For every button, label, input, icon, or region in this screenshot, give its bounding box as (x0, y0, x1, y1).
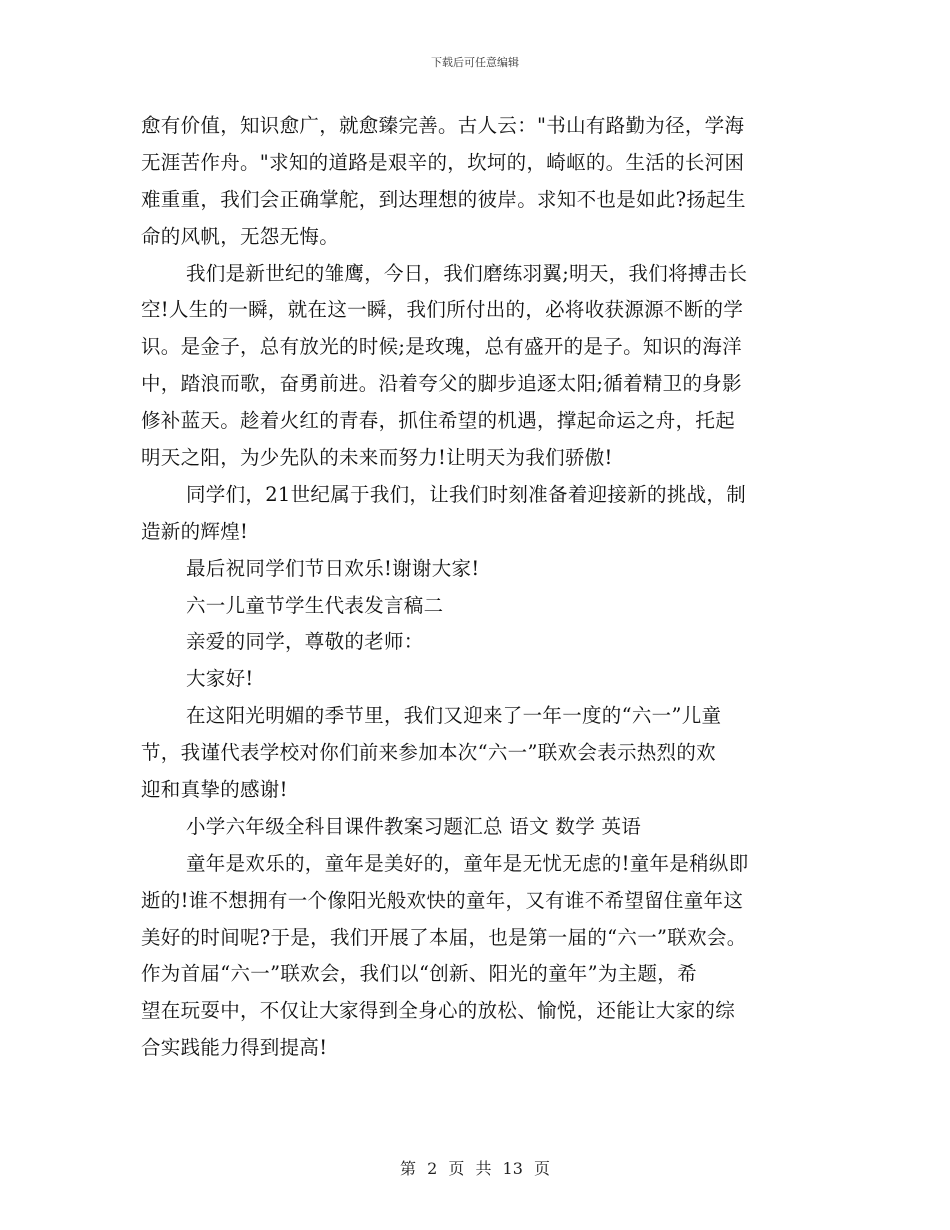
text-line: 亲爱的同学，尊敬的老师： (186, 630, 424, 654)
text-line: 童年是欢乐的，童年是美好的，童年是无忧无虑的!童年是稍纵即 (186, 851, 749, 875)
text-line: 中，踏浪而歌，奋勇前进。沿着夸父的脚步追逐太阳;循着精卫的身影 (141, 372, 742, 396)
text-line: 作为首届“六一”联欢会，我们以“创新、阳光的童年”为主题，希 (141, 962, 697, 986)
page-header-note: 下载后可任意编辑 (431, 56, 519, 69)
text-line: 最后祝同学们节日欢乐!谢谢大家! (186, 556, 480, 580)
text-line: 同学们，21世纪属于我们，让我们时刻准备着迎接新的挑战，制 (186, 482, 747, 506)
text-line: 空!人生的一瞬，就在这一瞬，我们所付出的，必将收获源源不断的学 (141, 298, 744, 322)
page-number-footer: 第 2 页 共 13 页 (400, 1159, 550, 1178)
text-line: 造新的辉煌! (141, 519, 249, 543)
text-line: 难重重，我们会正确掌舵，到达理想的彼岸。求知不也是如此?扬起生 (141, 187, 746, 211)
text-line: 美好的时间呢?于是，我们开展了本届，也是第一届的“六一”联欢会。 (141, 925, 747, 949)
document-body (141, 108, 821, 1067)
text-line: 小学六年级全科目课件教案习题汇总 语文 数学 英语 (186, 814, 642, 838)
text-line: 合实践能力得到提高! (141, 1036, 328, 1060)
text-line: 迎和真挚的感谢! (141, 778, 288, 802)
text-line: 命的风帆，无怨无悔。 (141, 224, 340, 248)
text-line: 识。是金子，总有放光的时候;是玫瑰，总有盛开的是子。知识的海洋 (141, 335, 742, 359)
text-line: 节，我谨代表学校对你们前来参加本次“六一”联欢会表示热烈的欢 (141, 741, 716, 765)
text-line: 大家好! (186, 667, 254, 691)
text-line: 明天之阳，为少先队的未来而努力!让明天为我们骄傲! (141, 446, 613, 470)
text-line: 修补蓝天。趁着火红的青春，抓住希望的机遇，撑起命运之舟，托起 (141, 409, 736, 433)
text-line: 逝的!谁不想拥有一个像阳光般欢快的童年，又有谁不希望留住童年这 (141, 888, 744, 912)
text-line: 无涯苦作舟。"求知的道路是艰辛的，坎坷的，崎岖的。生活的长河困 (141, 150, 745, 174)
text-line: 愈有价值，知识愈广，就愈臻完善。古人云："书山有路勤为径，学海 (141, 114, 745, 137)
text-line: 六一儿童节学生代表发言稿二 (186, 593, 444, 617)
text-line: 望在玩耍中，不仅让大家得到全身心的放松、愉悦，还能让大家的综 (141, 999, 736, 1023)
text-line: 我们是新世纪的雏鹰，今日，我们磨练羽翼;明天，我们将搏击长 (186, 261, 748, 285)
text-line: 在这阳光明媚的季节里，我们又迎来了一年一度的“六一”儿童 (186, 704, 722, 728)
